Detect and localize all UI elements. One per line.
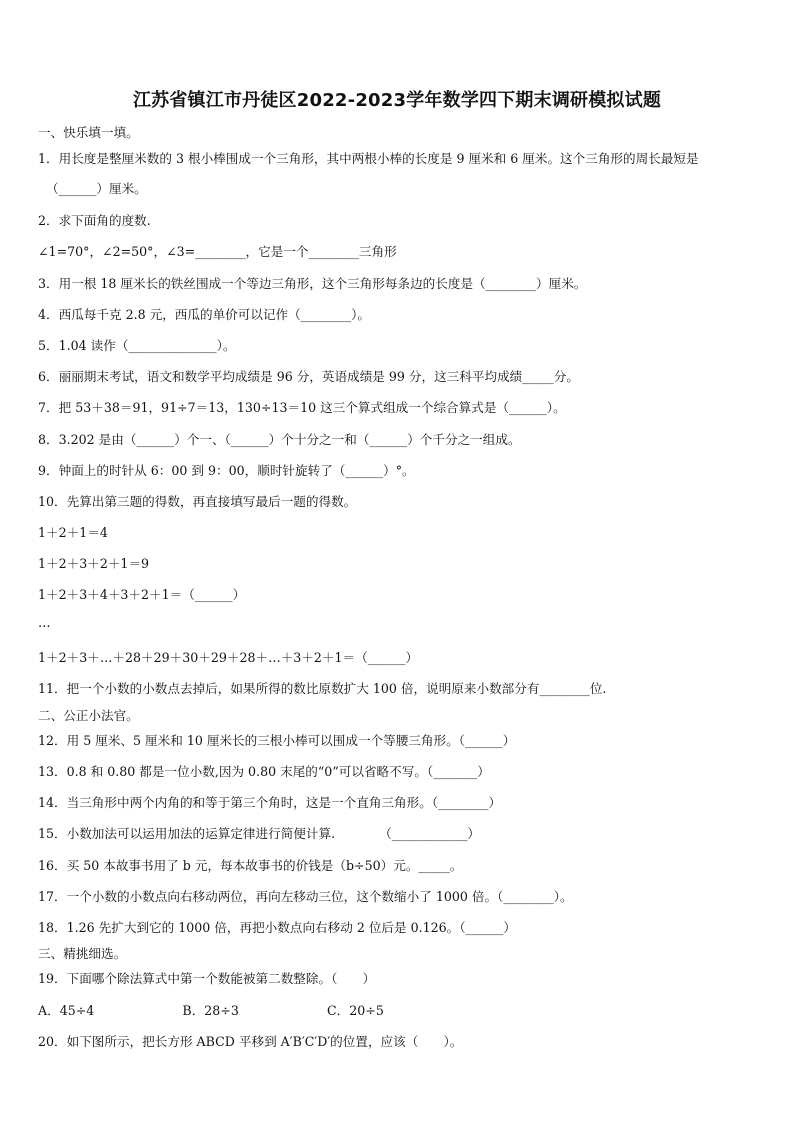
question-19: 19．下面哪个除法算式中第一个数能被第二数整除。（ ） (38, 971, 376, 986)
question-1: 1．用长度是整厘米数的 3 根小棒围成一个三角形，其中两根小棒的长度是 9 厘米和 6 厘米。这个三角形的周长最短是 (38, 151, 699, 166)
question-10: 10．先算出第三题的得数，再直接填写最后一题的得数。 (38, 494, 357, 509)
question-4: 4．西瓜每千克 2.8 元，西瓜的单价可以记作（________）。 (38, 307, 370, 322)
question-7: 7．把 53＋38＝91，91÷7＝13，130÷13＝10 这三个算式组成一个综合算式是（______）。 (38, 400, 566, 415)
question-13: 13．0.8 和 0.80 都是一位小数,因为 0.80 末尾的“0”可以省略不写。（_______） (38, 764, 490, 779)
question-10-final: 1＋2＋3＋…＋28＋29＋30＋29＋28＋…＋3＋2＋1＝（______） (38, 650, 419, 665)
question-19-options: A．45÷4 B．28÷3 C．20÷5 (38, 1003, 384, 1018)
question-5: 5．1.04 读作（______________）。 (38, 338, 236, 353)
question-6: 6．丽丽期末考试，语文和数学平均成绩是 96 分，英语成绩是 99 分，这三科平均成绩_____分。 (38, 369, 579, 384)
question-15: 15．小数加法可以运用加法的运算定律进行简便计算. （____________） (38, 826, 480, 841)
question-9: 9．钟面上的时针从 6：00 到 9：00，顺时针旋转了（______）°。 (38, 463, 415, 478)
question-17: 17．一个小数的小数点向右移动两位，再向左移动三位，这个数缩小了 1000 倍。（________）。 (38, 889, 573, 904)
question-12: 12．用 5 厘米、5 厘米和 10 厘米长的三根小棒可以围成一个等腰三角形。（______） (38, 733, 516, 748)
section-heading-1: 一、快乐填一填。 (38, 125, 139, 140)
question-10-step-3: 1＋2＋3＋4＋3＋2＋1＝（______） (38, 587, 246, 602)
question-3: 3．用一根 18 厘米长的铁丝围成一个等边三角形，这个三角形每条边的长度是（________）厘米。 (38, 276, 587, 291)
question-2-angles: ∠1=70°，∠2=50°，∠3=________，它是一个________三角形 (38, 244, 397, 259)
page-title: 江苏省镇江市丹徒区2022-2023学年数学四下期末调研模拟试题 (132, 90, 662, 111)
question-2: 2．求下面角的度数. (38, 213, 151, 228)
question-10-step-1: 1＋2＋1＝4 (38, 525, 108, 540)
section-heading-3: 三、精挑细选。 (38, 946, 127, 961)
question-10-ellipsis: … (38, 615, 51, 630)
question-16: 16．买 50 本故事书用了 b 元，每本故事书的价钱是（b÷50）元。_____。 (38, 858, 463, 873)
question-18: 18．1.26 先扩大到它的 1000 倍，再把小数点向右移动 2 位后是 0.126。（______） (38, 920, 516, 935)
question-1-continued: （______）厘米。 (46, 181, 147, 196)
section-heading-2: 二、公正小法官。 (38, 708, 139, 723)
question-14: 14．当三角形中两个内角的和等于第三个角时，这是一个直角三角形。（________） (38, 795, 502, 810)
question-8: 8．3.202 是由（______）个一、（______）个十分之一和（______）个千分之一组成。 (38, 432, 521, 447)
question-10-step-2: 1＋2＋3＋2＋1＝9 (38, 556, 150, 571)
question-20: 20．如下图所示，把长方形 ABCD 平移到 A′B′C′D′的位置，应该（ ）。 (38, 1034, 463, 1049)
question-11: 11．把一个小数的小数点去掉后，如果所得的数比原数扩大 100 倍，说明原来小数部分有________位. (38, 681, 607, 696)
